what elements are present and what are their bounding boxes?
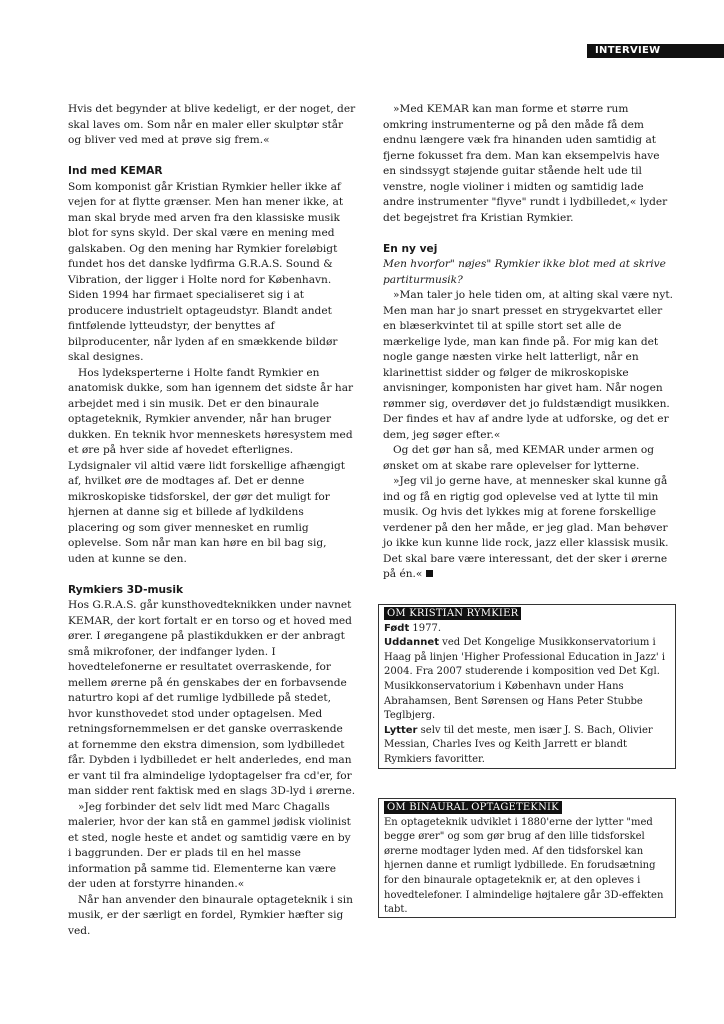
factbox-title: OM KRISTIAN RYMKIER (384, 607, 521, 620)
body-paragraph (68, 180, 356, 366)
paragraph-gap (68, 567, 356, 583)
section-tag: INTERVIEW (587, 44, 724, 58)
fact-born (384, 622, 670, 637)
paragraph-text: »Jeg vil jo gerne have, at mennesker skal kunne gå ind og få en rigtig god oplevelse ved at lytte til min musik. Og hvis det lykkes mig at forene forskellige verdener på den her måde, er jeg glad. Man behøver jo ikke kun kunne lide rock, jazz eller klassisk musik. Det skal bare være interessant, det der sker i ørerne på én.« (383, 475, 669, 580)
paragraph-text: Når han anvender den binaurale optageteknik i sin musik, er der særligt en fordel, Rymkier hæfter sig ved. (68, 893, 353, 937)
paragraph-text: »Med KEMAR kan man forme et større rum omkring instrumenterne og på den måde få dem endnu længere væk fra hinanden uden samtidig at fjerne fokusset fra dem. Man kan eksempelvis have en sindssygt støjende guitar stående helt ude til venstre, nogle violiner i midten og samtidig lade andre instrumenter "flyve" rundt i lydbilledet,« lyder det begejstret fra Kristian Rymkier. (383, 103, 668, 224)
paragraph-text: »Jeg forbinder det selv lidt med Marc Chagalls malerier, hvor der kan stå en gammel jødisk violinist et sted, nogle heste et andet og samtidig være en by i baggrunden. Der er plads til en hel masse information på samme tid. Elementerne kan være der uden at forstyrre hinanden.« (68, 800, 351, 890)
factbox-text: En optageteknik udviklet i 1880'erne der lytter "med begge ører" og som gør brug af den lille tidsforskel ørerne modtager lyden med. Af den tidsforskel kan hjernen danne et rumligt lydbillede. En forudsætning for den binaurale optageteknik er, at den opleves i hovedtelefoner. I almindelige højtalere går 3D-effekten tabt. (384, 816, 664, 916)
end-square-icon (426, 570, 433, 577)
body-paragraph (383, 474, 675, 583)
right-column (383, 102, 675, 583)
section-subheading (383, 257, 675, 288)
body-paragraph (68, 598, 356, 800)
body-paragraph (68, 366, 356, 568)
body-paragraph (383, 102, 675, 226)
paragraph-gap (68, 149, 356, 165)
paragraph-text: Ind med KEMAR (68, 165, 163, 177)
fact-label: Lytter (384, 724, 418, 736)
paragraph-text: Men hvorfor" nøjes" Rymkier ikke blot med at skrive partiturmusik? (383, 258, 666, 286)
factbox-about-rymkier (378, 604, 676, 769)
fact-education (384, 636, 670, 724)
fact-listens (384, 724, 670, 768)
paragraph-text: Som komponist går Kristian Rymkier heller ikke af vejen for at flytte grænser. Men han mener ikke, at man skal bryde med arven fra den klassiske musik blot for syns skyld. Der skal være en mening med galskaben. Og den mening har Rymkier foreløbigt fundet hos det danske lydfirma G.R.A.S. Sound & Vibration, der ligger i Holte nord for København. Siden 1994 har firmaet specialiseret sig i at producere industrielt optageudstyr. Blandt andet fintfølende lytteudstyr, der benyttes af bilproducenter, når lyden af en smækkende bildør skal designes. (68, 180, 344, 363)
body-paragraph (383, 443, 675, 474)
section-heading (383, 242, 675, 258)
body-paragraph (68, 893, 356, 940)
fact-label: Uddannet (384, 637, 439, 649)
section-heading (68, 583, 356, 599)
paragraph-text: Og det gør han så, med KEMAR under armen og ønsket om at skabe rare oplevelser for lytterne. (383, 444, 655, 472)
body-paragraph (68, 102, 356, 149)
paragraph-text: Hos lydeksperterne i Holte fandt Rymkier en anatomisk dukke, som han igennem det sidste år har arbejdet med i sin musik. Det er den binaurale optageteknik, Rymkier anvender, når han bruger dukken. En teknik hvor menneskets høresystem med et øre på hver side af hovedet efterlignes. Lydsignaler vil altid være lidt forskellige afhængigt af, hvilket øre de modtages af. Det er denne mikroskopiske tidsforskel, der gør det muligt for hjernen at danne sig et billede af lydkildens placering og som giver mennesket en rumlig oplevelse. Som når man kan høre en bil bag sig, uden at kunne se den. (68, 366, 354, 565)
fact-text: 1977. (409, 622, 442, 634)
fact-label: Født (384, 622, 410, 634)
section-heading (68, 164, 356, 180)
paragraph-gap (383, 226, 675, 242)
factbox-binaural (378, 798, 676, 918)
body-paragraph (383, 288, 675, 443)
left-column (68, 102, 356, 939)
paragraph-text: Hos G.R.A.S. går kunsthovedteknikken under navnet KEMAR, der kort fortalt er en torso og et hoved med ører. I øregangene på plastikdukken er der anbragt små mikrofoner, der indfanger lyden. I hovedtelefonerne er resultatet overraskende, for mellem ørerne på én genskabes der en forbavsende naturtro kopi af det rumlige lydbillede på stedet, hvor kunsthovedet stod under optagelsen. Med retningsfornemmelsen er det ganske overraskende at fornemme den ekstra dimension, som lydbilledet får. Dybden i lydbilledet er helt anderledes, end man er vant til fra almindelige lydoptagelser fra cd'er, for man sidder rent faktisk med en slags 3D-lyd i ørerne. (68, 599, 356, 797)
paragraph-text: Hvis det begynder at blive kedeligt, er der noget, der skal laves om. Som når en maler eller skulptør står og bliver ved med at prøve sig frem.« (68, 103, 356, 146)
factbox-title: OM BINAURAL OPTAGETEKNIK (384, 801, 562, 814)
paragraph-text: En ny vej (383, 242, 438, 255)
fact-text: selv til det meste, men især J. S. Bach, Olivier Messian, Charles Ives og Keith Jarrett er blandt Rymkiers favoritter. (384, 724, 653, 765)
body-paragraph (68, 800, 356, 893)
paragraph-text: »Man taler jo hele tiden om, at alting skal være nyt. Men man har jo snart presset en strygekvartet eller en blæserkvintet til at spille stort set alle de mærkelige lyde, man kan finde på. For mig kan det nogle gange næsten virke helt latterligt, når en klarinettist sidder og følger de mikroskopiske anvisninger, komponisten har givet ham. Når nogen rømmer sig, overdøver det jo fuldstændigt musikken. Der findes et hav af andre lyde at udforske, og det er dem, jeg søger efter.« (383, 289, 673, 441)
fact-text: ved Det Kongelige Musikkonservatorium i Haag på linjen 'Higher Professional Education in Jazz' i 2004. Fra 2007 studerende i komposition ved Det Kgl. Musikkonservatorium i København under Hans Abrahamsen, Bent Sørensen og Hans Peter Stubbe Teglbjerg. (384, 637, 666, 722)
paragraph-text: Rymkiers 3D-musik (68, 583, 184, 596)
